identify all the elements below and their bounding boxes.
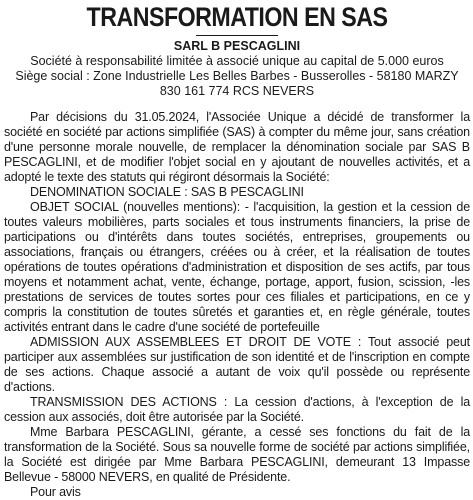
- paragraph-management: Mme Barbara PESCAGLINI, gérante, a cessé ses fonctions du fait de la transformation de la Société. Sous sa nouvelle forme de société par actions simplifiée, la Société est dirigée par Mme Barbara PESCAGLINI, demeurant 13 Impasse Bellevue - 58000 NEVERS, en qualité de Présidente.: [4, 425, 470, 484]
- company-legal-form: Société à responsabilité limitée à associé unique au capital de 5.000 euros: [30, 54, 444, 68]
- company-name: SARL B PESCAGLINI: [173, 39, 301, 53]
- title-divider: [196, 35, 278, 36]
- company-registered-office: Siège social : Zone Industrielle Les Belles Barbes - Busserolles - 58180 MARZY: [15, 69, 459, 83]
- paragraph-closing: Pour avis: [30, 485, 81, 499]
- notice-title: TRANSFORMATION EN SAS: [86, 2, 388, 32]
- paragraph-decisions: Par décisions du 31.05.2024, l'Associée Unique a décidé de transformer la société en société par actions simplifiée (SAS) à compter du même jour, sans création d'une personne morale nouvelle, de remplacer la dénomination sociale par SAS B PESCAGLINI, et de modifier l'objet social en y ajoutant de nouvelles activités, et a adopté le texte des statuts qui régiront désormais la Société:: [4, 110, 470, 184]
- paragraph-corporate-purpose: OBJET SOCIAL (nouvelles mentions): - l'acquisition, la gestion et la cession de toutes valeurs mobilières, parts sociales et tous instruments financiers, la prise de participations ou d'intérêts dans toutes sociétés, entreprises, groupements ou associations, français ou étrangers, créées ou à créer, et la réalisation de toutes opérations de toutes opérations d'administration et disposition de ses actifs, par tous moyens et notamment achat, vente, échange, portage, apport, fusion, scission, -les prestations de services de toutes sortes pour ces filiales et participations, en ce y compris la constitution de toutes sûretés et garanties et, en règle générale, toutes activités entrant dans le cadre d'une société de portefeuille: [4, 200, 470, 334]
- paragraph-denomination: DENOMINATION SOCIALE : SAS B PESCAGLINI: [30, 185, 304, 199]
- paragraph-meetings-voting: ADMISSION AUX ASSEMBLEES ET DROIT DE VOTE : Tout associé peut participer aux assemblées sur justification de son identité et de l'inscription en compte de ses actions. Chaque associé a autant de voix qu'il possède ou représente d'actions.: [4, 335, 470, 394]
- paragraph-share-transfer: TRANSMISSION DES ACTIONS : La cession d'actions, à l'exception de la cession aux associés, doit être autorisée par la Société.: [4, 395, 470, 424]
- notice-body: [4, 110, 470, 500]
- company-registration-number: 830 161 774 RCS NEVERS: [159, 84, 315, 98]
